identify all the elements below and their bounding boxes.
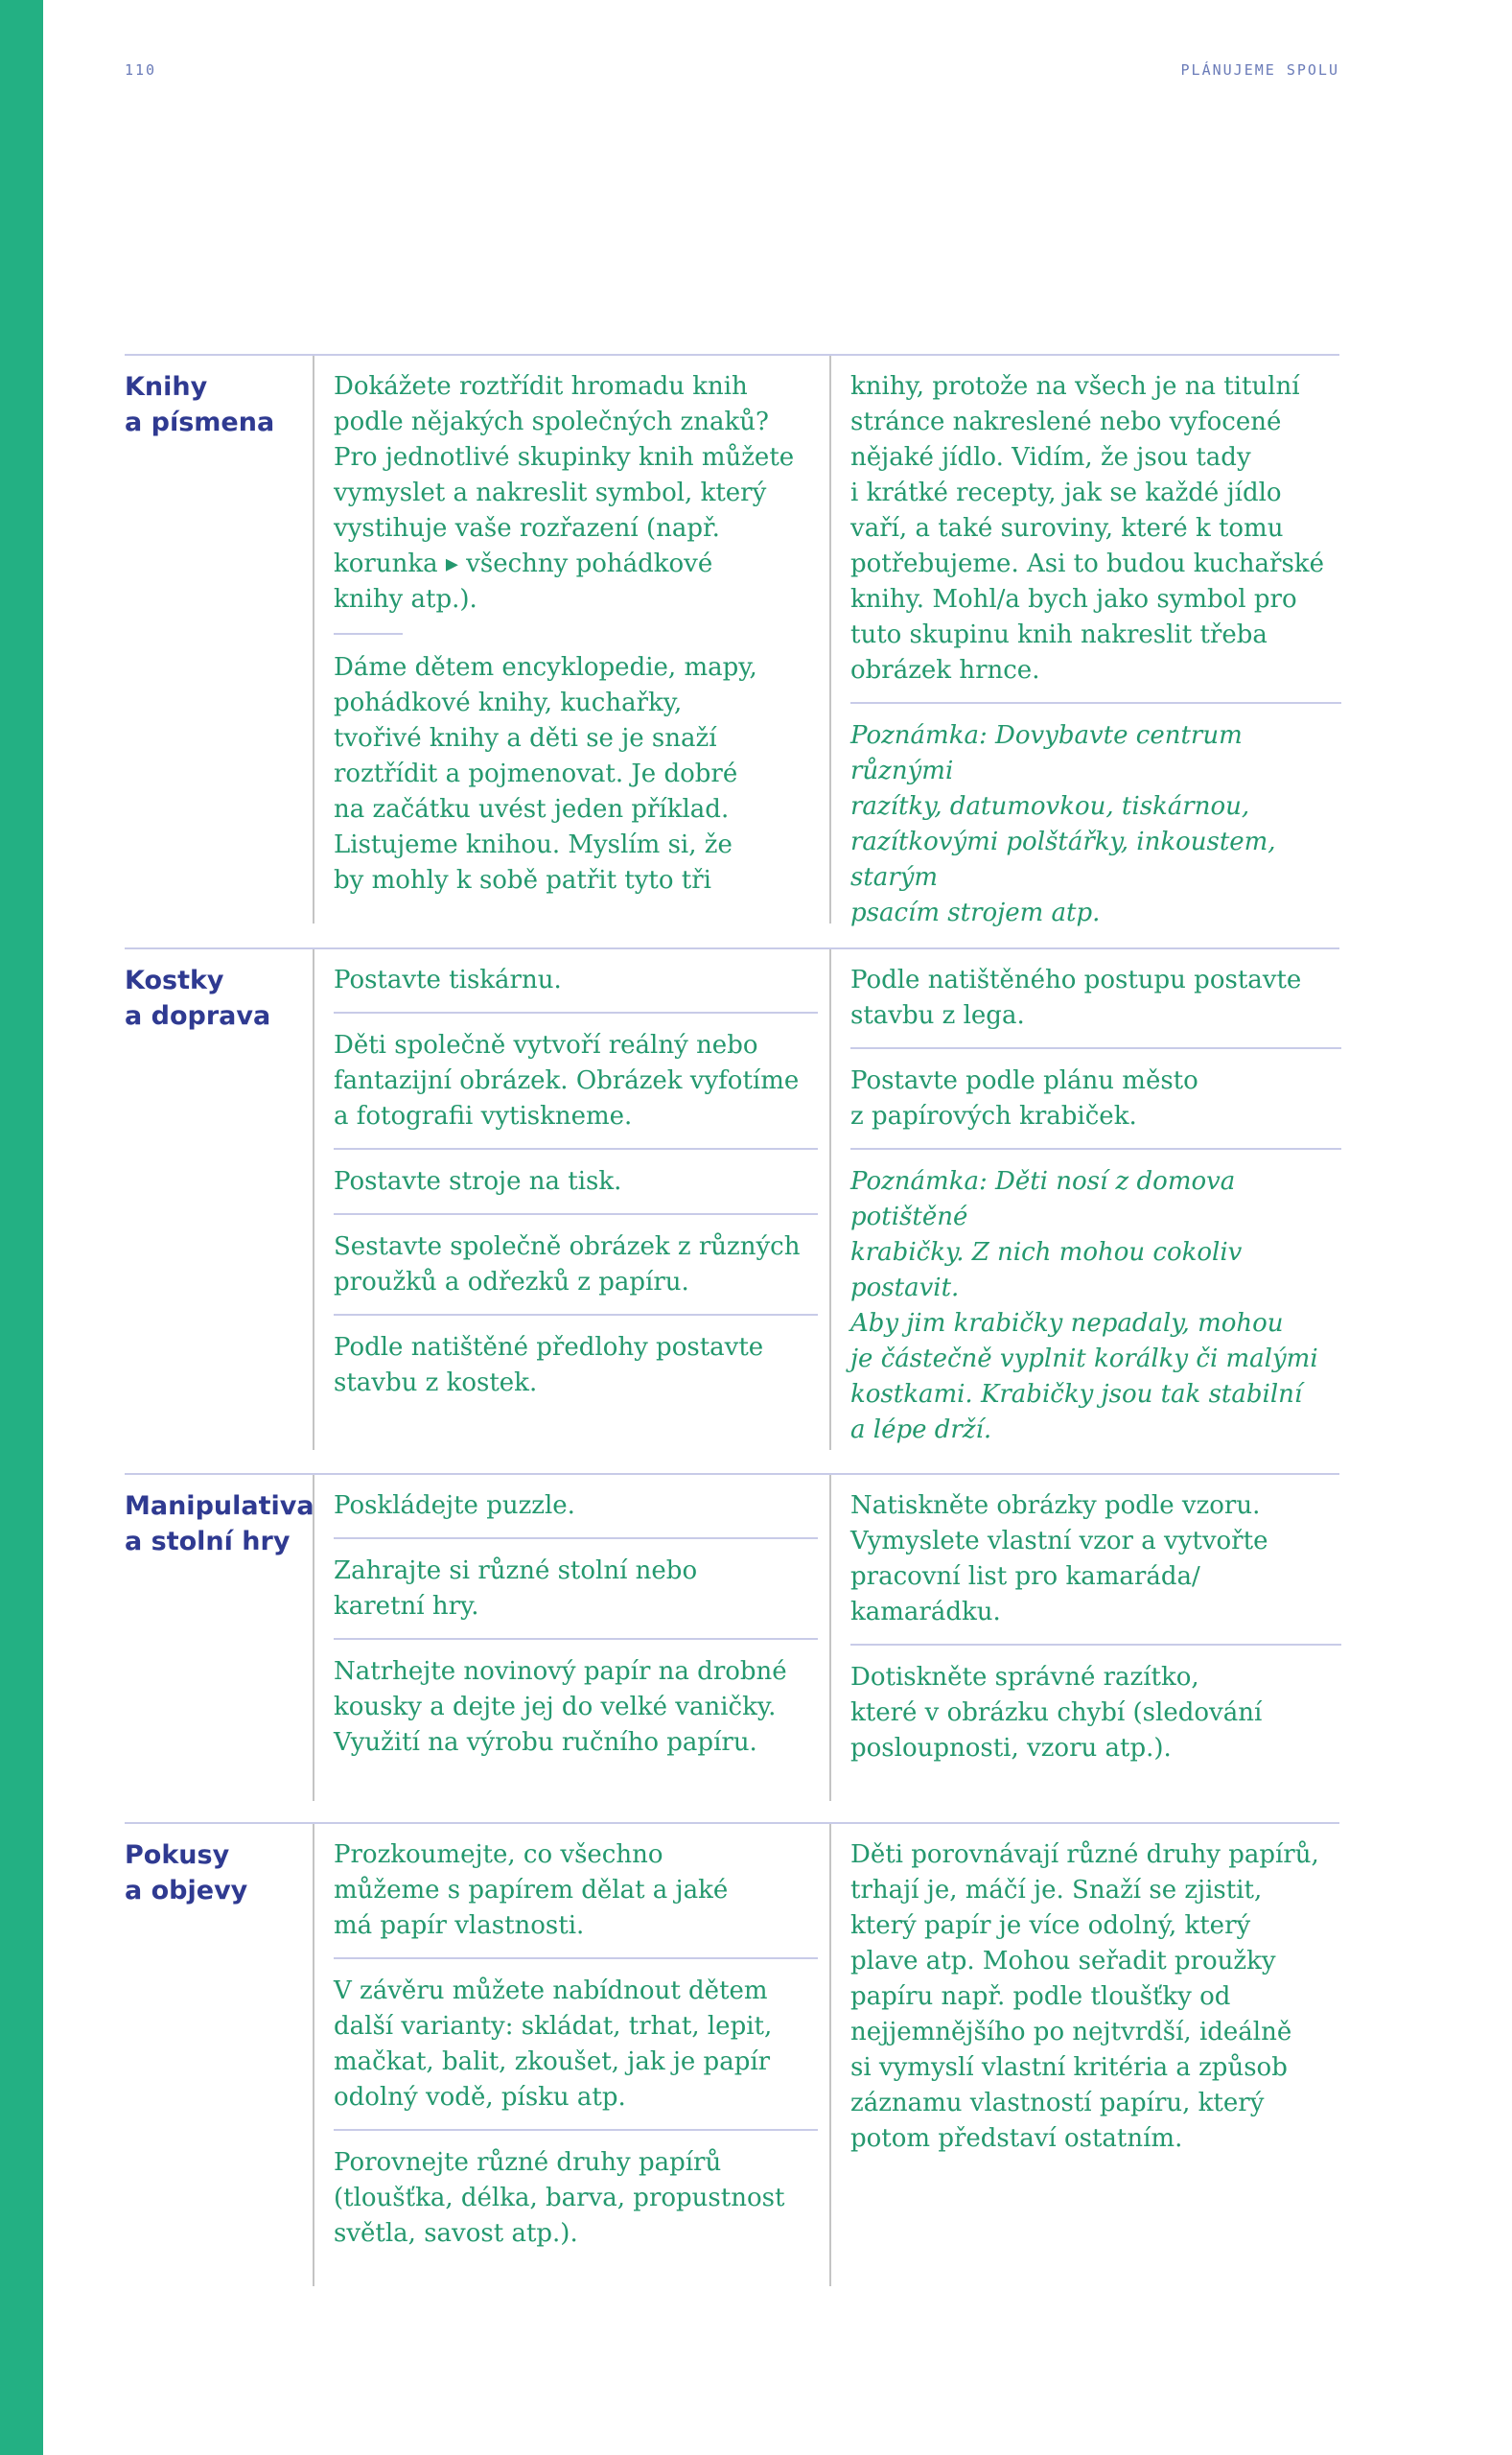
divider (850, 702, 1341, 704)
paragraph: Zahrajte si různé stolní nebo karetní hry. (334, 1556, 698, 1621)
divider (334, 1314, 818, 1316)
paragraph: Sestavte společně obrázek z různých proužků a odřezků z papíru. (334, 1232, 801, 1297)
divider (334, 2129, 818, 2131)
divider (850, 1047, 1341, 1049)
note-paragraph: Poznámka: Děti nosí z domova potištěné krabičky. Z nich mohou cokoliv postavit. Aby jim krabičky nepadaly, mohou je částečně vyplnit korálky či malými kostkami. Krabičky jsou tak stabilní a lépe drží. (850, 1167, 1318, 1444)
section-title-line1: Knihy (125, 372, 208, 402)
section-kostky-a-doprava (125, 947, 1339, 1450)
paragraph: Natiskněte obrázky podle vzoru. Vymyslete vlastní vzor a vytvořte pracovní list pro kamaráda/ kamarádku. (850, 1491, 1268, 1626)
paragraph: Prozkoumejte, co všechno můžeme s papírem dělat a jaké má papír vlastnosti. (334, 1840, 729, 1940)
paragraph: Dotiskněte správné razítko, které v obrázku chybí (sledování posloupnosti, vzoru atp.). (850, 1663, 1263, 1763)
section-title (125, 369, 307, 440)
section-knihy-a-pismena (125, 354, 1339, 927)
section-title (125, 1488, 314, 1559)
section-manipulativa-a-stolni-hry (125, 1473, 1339, 1801)
paragraph: Děti společně vytvoří reálný nebo fantazijní obrázek. Obrázek vyfotíme a fotografii vytiskneme. (334, 1031, 800, 1131)
short-divider (334, 633, 403, 635)
section-title-line1: Pokusy (125, 1840, 230, 1870)
green-side-bar (0, 0, 43, 2455)
paragraph: Porovnejte různé druhy papírů (tloušťka, délka, barva, propustnost světla, savost atp.). (334, 2148, 785, 2248)
column-right (829, 949, 1341, 1450)
section-title-line1: Manipulativa (125, 1491, 314, 1521)
paragraph: knihy, protože na všech je na titulní stránce nakreslené nebo vyfocené nějaké jídlo. Vidím, že jsou tady i krátké recepty, jak se každé jídlo vaří, a také suroviny, které k tomu potřebujeme. Asi to budou kuchařské knihy. Mohl/a bych jako symbol pro tuto skupinu knih nakreslit třeba obrázek hrnce. (850, 372, 1324, 685)
divider (334, 1012, 818, 1014)
divider (334, 1213, 818, 1215)
note-paragraph: Poznámka: Dovybavte centrum různými razítky, datumovkou, tiskárnou, razítkovými polštářky, inkoustem, starým psacím strojem atp. (850, 721, 1276, 927)
section-title (125, 963, 307, 1034)
paragraph: Podle natištěné předlohy postavte stavbu z kostek. (334, 1333, 764, 1397)
paragraph: Děti porovnávají různé druhy papírů, trhají je, máčí je. Snaží se zjistit, který papír je více odolný, který plave atp. Mohou seřadit proužky papíru např. podle tloušťky od nejjemnějšího po nejtvrdší, ideálně si vymyslí vlastní kritéria a způsob záznamu vlastností papíru, který potom představí ostatním. (850, 1840, 1319, 2153)
paragraph: Postavte stroje na tisk. (334, 1167, 622, 1196)
paragraph: Postavte podle plánu město z papírových krabiček. (850, 1066, 1198, 1131)
section-title (125, 1837, 307, 1908)
paragraph: Postavte tiskárnu. (334, 966, 562, 994)
paragraph: Dáme dětem encyklopedie, mapy, pohádkové knihy, kuchařky, tvořivé knihy a děti se je snaží roztřídit a pojmenovat. Je dobré na začátku uvést jeden příklad. Listujeme knihou. Myslím si, že by mohly k sobě patřit tyto tři (334, 653, 757, 895)
running-title: PLÁNUJEME SPOLU (1180, 61, 1339, 79)
section-pokusy-a-objevy (125, 1822, 1339, 2286)
paragraph: Podle natištěného postupu postavte stavbu z lega. (850, 966, 1302, 1030)
divider (850, 1148, 1341, 1150)
divider (334, 1148, 818, 1150)
section-title-line2: a stolní hry (125, 1527, 291, 1556)
divider (334, 1638, 818, 1640)
column-right (829, 1475, 1341, 1801)
section-title-line2: a písmena (125, 408, 275, 437)
paragraph: Poskládejte puzzle. (334, 1491, 575, 1520)
section-title-line2: a objevy (125, 1876, 248, 1906)
column-left (313, 1475, 818, 1801)
column-left (313, 1824, 818, 2286)
divider (334, 1957, 818, 1959)
column-left (313, 949, 818, 1450)
section-title-line1: Kostky (125, 966, 224, 995)
paragraph: Dokážete roztřídit hromadu knih podle nějakých společných znaků? Pro jednotlivé skupinky knih můžete vymyslet a nakreslit symbol, který vystihuje vaše rozřazení (např. korunka ▸ všechny pohádkové knihy atp.). (334, 372, 795, 614)
page-number: 110 (125, 61, 157, 79)
section-title-line2: a doprava (125, 1001, 271, 1031)
paragraph: V závěru můžete nabídnout dětem další varianty: skládat, trhat, lepit, mačkat, balit, zkoušet, jak je papír odolný vodě, písku atp. (334, 1976, 773, 2112)
column-left (313, 356, 818, 924)
divider (334, 1537, 818, 1539)
paragraph: Natrhejte novinový papír na drobné kousky a dejte jej do velké vaničky. Využití na výrobu ručního papíru. (334, 1657, 787, 1757)
column-right (829, 1824, 1341, 2286)
column-right (829, 356, 1341, 927)
divider (850, 1644, 1341, 1646)
